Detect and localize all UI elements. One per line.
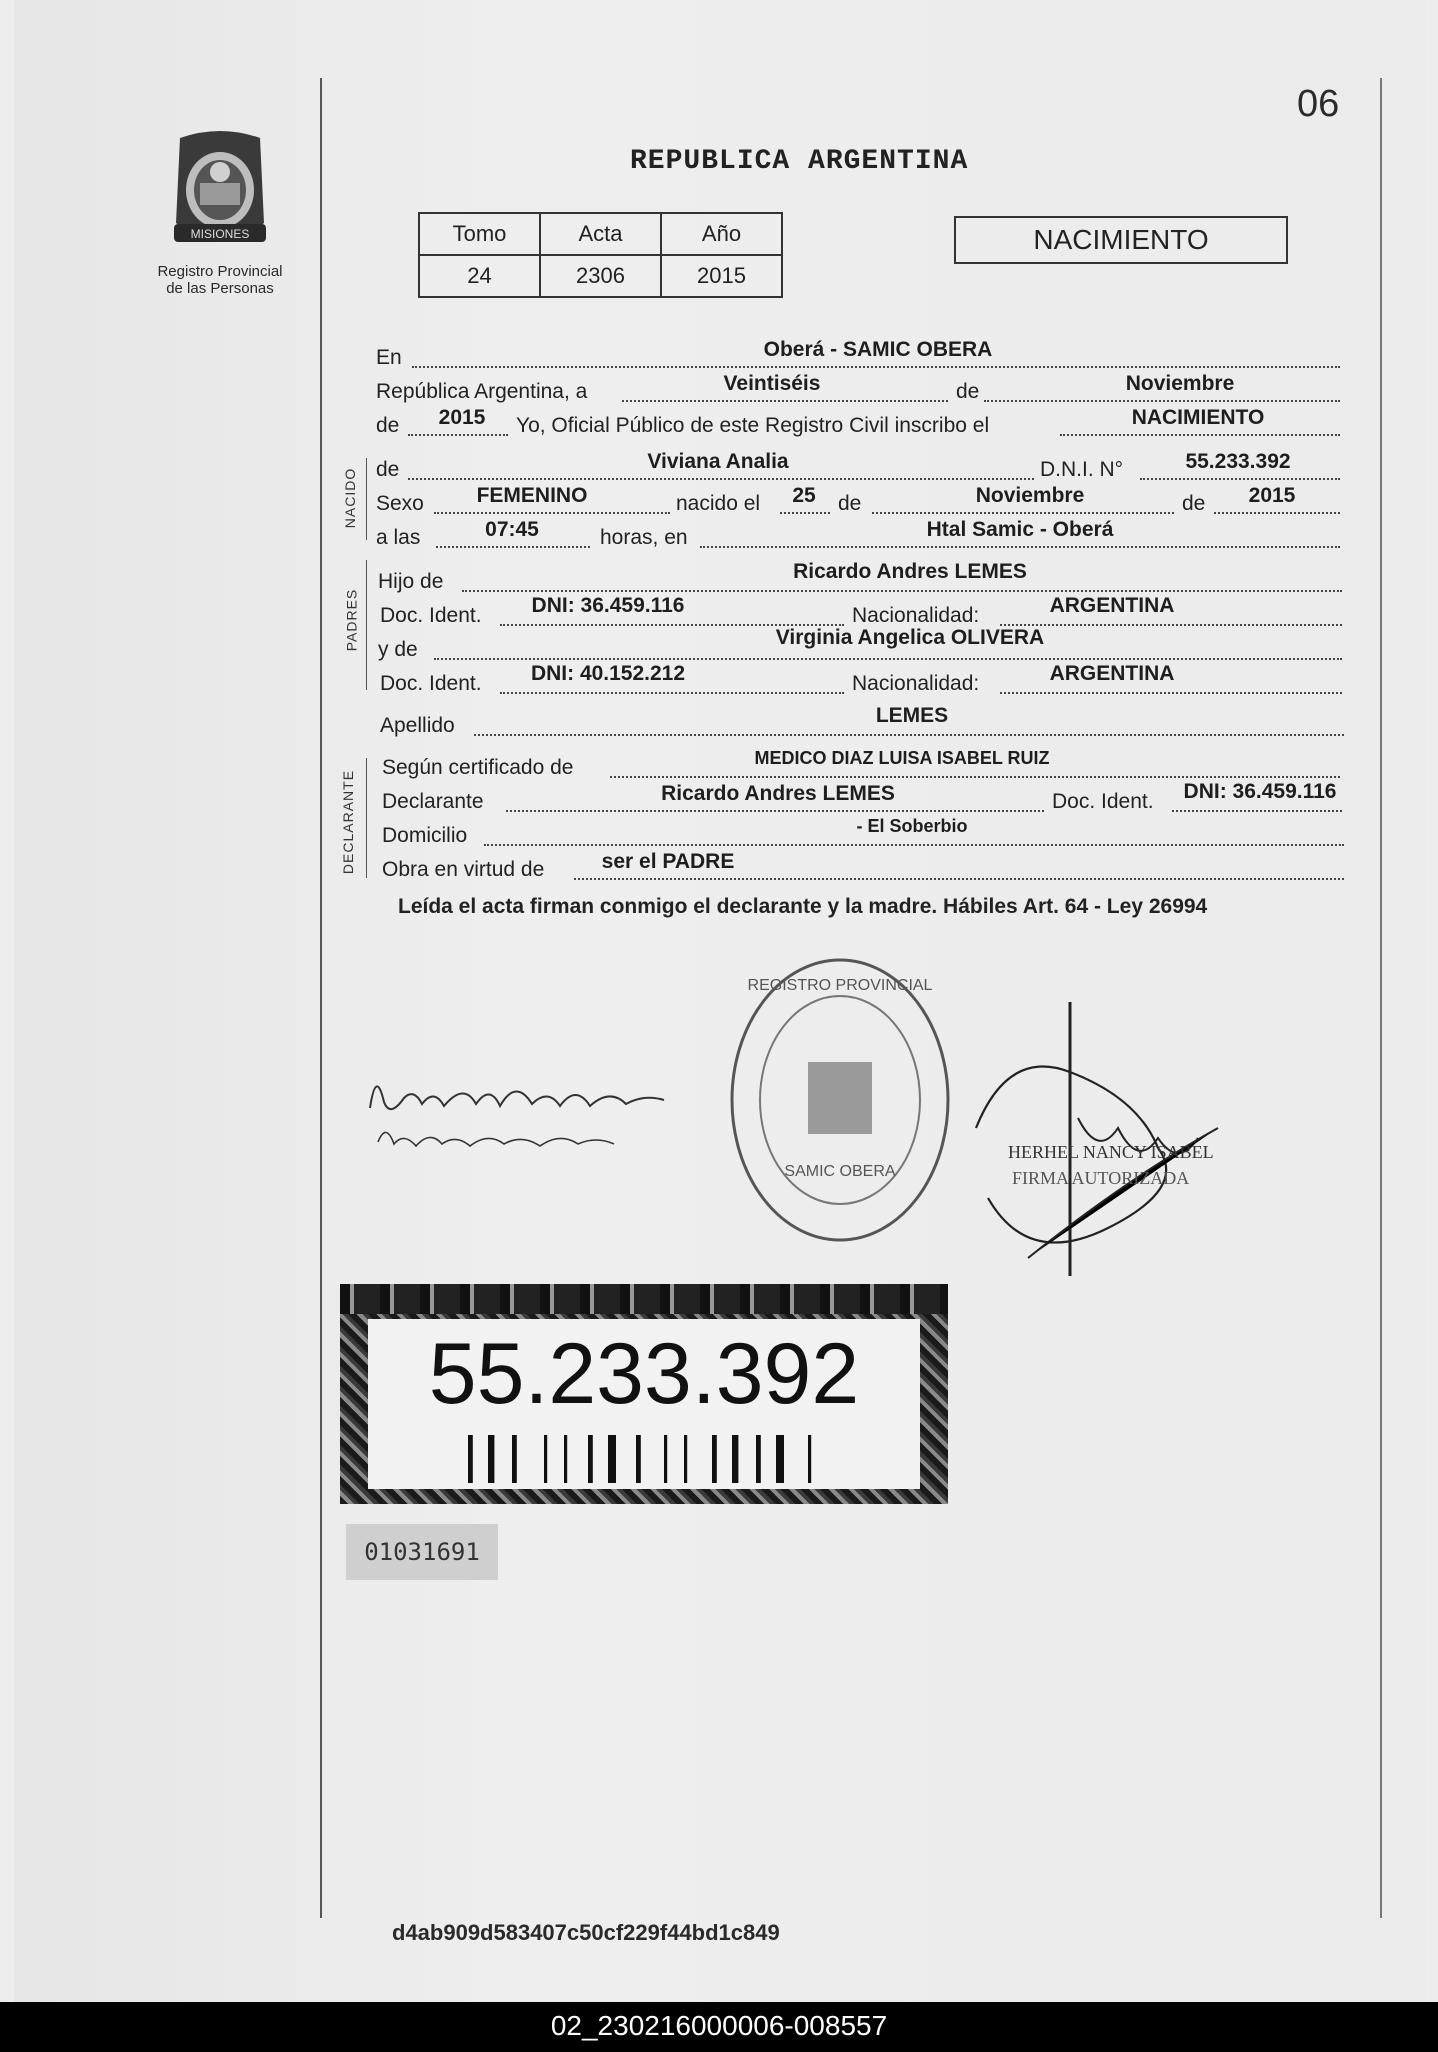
field-nombre: Viviana Analia xyxy=(647,450,789,473)
svg-text:REGISTRO PROVINCIAL: REGISTRO PROVINCIAL xyxy=(747,977,933,994)
dotted-line xyxy=(622,400,948,402)
label-de-anio: de xyxy=(376,414,400,437)
label-de-mes: de xyxy=(838,492,862,515)
field-declarante-doc: DNI: 36.459.116 xyxy=(1183,780,1337,803)
value-acta: 2306 xyxy=(540,255,661,297)
label-nac-madre: Nacionalidad: xyxy=(852,672,980,695)
dotted-line xyxy=(780,512,830,514)
label-apellido: Apellido xyxy=(380,714,455,737)
label-en: En xyxy=(376,346,402,369)
label-sexo: Sexo xyxy=(376,492,424,515)
dotted-line xyxy=(436,546,590,548)
dotted-line xyxy=(1000,624,1342,626)
side-label-declarante: DECLARANTE xyxy=(340,769,357,875)
label-horas-en: horas, en xyxy=(600,526,688,549)
label-domicilio: Domicilio xyxy=(382,824,468,847)
dotted-line xyxy=(434,512,670,514)
side-label-nacido: NACIDO xyxy=(342,467,359,529)
dotted-line xyxy=(872,512,1174,514)
label-yo: Yo, Oficial Público de este Registro Civil inscribo el xyxy=(516,414,990,437)
label-doc-padre: Doc. Ident. xyxy=(380,604,482,627)
footer-file-id: 02_230216000006-008557 xyxy=(0,2002,1438,2052)
document-title: REPUBLICA ARGENTINA xyxy=(630,146,969,177)
field-declarante: Ricardo Andres LEMES xyxy=(661,782,895,805)
field-lugar-nac: Htal Samic - Oberá xyxy=(926,518,1114,541)
dotted-line xyxy=(610,776,1340,778)
right-margin-line xyxy=(1380,78,1382,1918)
field-tipo: NACIMIENTO xyxy=(1131,406,1265,429)
dotted-line xyxy=(412,366,1340,368)
field-mes-nac: Noviembre xyxy=(975,484,1085,507)
label-nac-padre: Nacionalidad: xyxy=(852,604,980,627)
padres-bracket xyxy=(366,560,367,690)
label-de-anio-nac: de xyxy=(1182,492,1206,515)
dotted-line xyxy=(1214,512,1340,514)
header-tomo: Tomo xyxy=(419,213,540,255)
field-dia: 25 xyxy=(792,484,816,507)
page-number: 06 xyxy=(1297,83,1340,125)
field-mes: Noviembre xyxy=(1125,372,1235,395)
field-madre: Virginia Angelica OLIVERA xyxy=(775,626,1045,649)
dotted-line xyxy=(1172,810,1342,812)
authorized-signature xyxy=(968,998,1268,1278)
barcode-pattern-strip xyxy=(340,1284,948,1314)
dotted-line xyxy=(506,810,1044,812)
registry-name-line2: de las Personas xyxy=(166,280,274,297)
field-anio-nac: 2015 xyxy=(1248,484,1296,507)
dotted-line xyxy=(1000,692,1342,694)
svg-text:SAMIC OBERA: SAMIC OBERA xyxy=(784,1163,896,1180)
field-dia-letras: Veintiséis xyxy=(723,372,821,395)
label-declarante-doc: Doc. Ident. xyxy=(1052,790,1154,813)
dotted-line xyxy=(462,590,1342,592)
label-nacido-el: nacido el xyxy=(676,492,761,515)
declarante-bracket xyxy=(366,758,367,878)
province-seal-icon xyxy=(160,128,280,258)
label-segun-cert: Según certificado de xyxy=(382,756,574,779)
label-de-nombre: de xyxy=(376,458,400,481)
nacido-bracket xyxy=(366,458,367,540)
svg-text:MISIONES: MISIONES xyxy=(190,227,250,241)
barcode-card xyxy=(368,1319,920,1489)
declarante-signature xyxy=(364,1048,684,1158)
field-dni: 55.233.392 xyxy=(1185,450,1291,473)
field-padre-doc: DNI: 36.459.116 xyxy=(531,594,685,617)
field-obra: ser el PADRE xyxy=(601,850,735,873)
dotted-line xyxy=(408,478,1034,480)
field-domicilio: - El Soberbio xyxy=(856,816,968,836)
field-lugar: Oberá - SAMIC OBERA xyxy=(763,338,993,361)
dotted-line xyxy=(1060,434,1340,436)
dotted-line xyxy=(434,658,1342,660)
field-padre: Ricardo Andres LEMES xyxy=(793,560,1027,583)
field-padre-nac: ARGENTINA xyxy=(1049,594,1175,617)
legal-legend: Leída el acta firman conmigo el declarante y la madre. Hábiles Art. 64 - Ley 26994 xyxy=(398,895,1208,918)
field-madre-doc: DNI: 40.152.212 xyxy=(530,662,686,685)
label-declarante: Declarante xyxy=(382,790,484,813)
field-certificado: MEDICO DIAZ LUISA ISABEL RUIZ xyxy=(754,748,1050,768)
label-a-las: a las xyxy=(376,526,421,549)
dotted-line xyxy=(574,878,1344,880)
label-de: de xyxy=(956,380,980,403)
registry-table-header xyxy=(419,213,782,255)
header-acta: Acta xyxy=(540,213,661,255)
official-stamp xyxy=(720,950,960,1250)
registry-table xyxy=(418,212,783,298)
field-hora: 07:45 xyxy=(485,518,539,541)
barcode-number: 55.233.392 xyxy=(428,1326,860,1422)
value-anio: 2015 xyxy=(661,255,782,297)
label-obra: Obra en virtud de xyxy=(382,858,545,881)
document-hash: d4ab909d583407c50cf229f44bd1c849 xyxy=(392,1920,780,1945)
oficial-name-text: HERHEL NANCY ISABEL xyxy=(1008,1142,1214,1162)
dotted-line xyxy=(700,546,1340,548)
value-tomo: 24 xyxy=(419,255,540,297)
field-sexo: FEMENINO xyxy=(476,484,588,507)
dotted-line xyxy=(484,844,1344,846)
registry-name-line1: Registro Provincial xyxy=(157,263,283,280)
label-y-de: y de xyxy=(378,638,418,661)
dotted-line xyxy=(1140,478,1340,480)
control-number: 01031691 xyxy=(346,1524,498,1580)
dotted-line xyxy=(500,692,844,694)
field-anio: 2015 xyxy=(438,406,486,429)
dotted-line xyxy=(984,400,1340,402)
registry-logo xyxy=(150,128,290,297)
security-barcode-block xyxy=(340,1284,948,1504)
field-apellido: LEMES xyxy=(875,704,949,727)
label-dni: D.N.I. N° xyxy=(1040,458,1124,481)
oficial-role-text: FIRMA AUTORIZADA xyxy=(1012,1168,1190,1188)
dotted-line xyxy=(474,734,1344,736)
label-hijo-de: Hijo de xyxy=(378,570,444,593)
label-republica: República Argentina, a xyxy=(376,380,588,403)
side-label-padres: PADRES xyxy=(343,588,360,652)
header-anio: Año xyxy=(661,213,782,255)
label-doc-madre: Doc. Ident. xyxy=(380,672,482,695)
record-type-box: NACIMIENTO xyxy=(954,216,1288,264)
left-margin-line xyxy=(320,78,322,1918)
barcode-bars xyxy=(468,1435,828,1483)
registry-table-values xyxy=(419,255,782,297)
field-madre-nac: ARGENTINA xyxy=(1049,662,1175,685)
dotted-line xyxy=(408,434,508,436)
